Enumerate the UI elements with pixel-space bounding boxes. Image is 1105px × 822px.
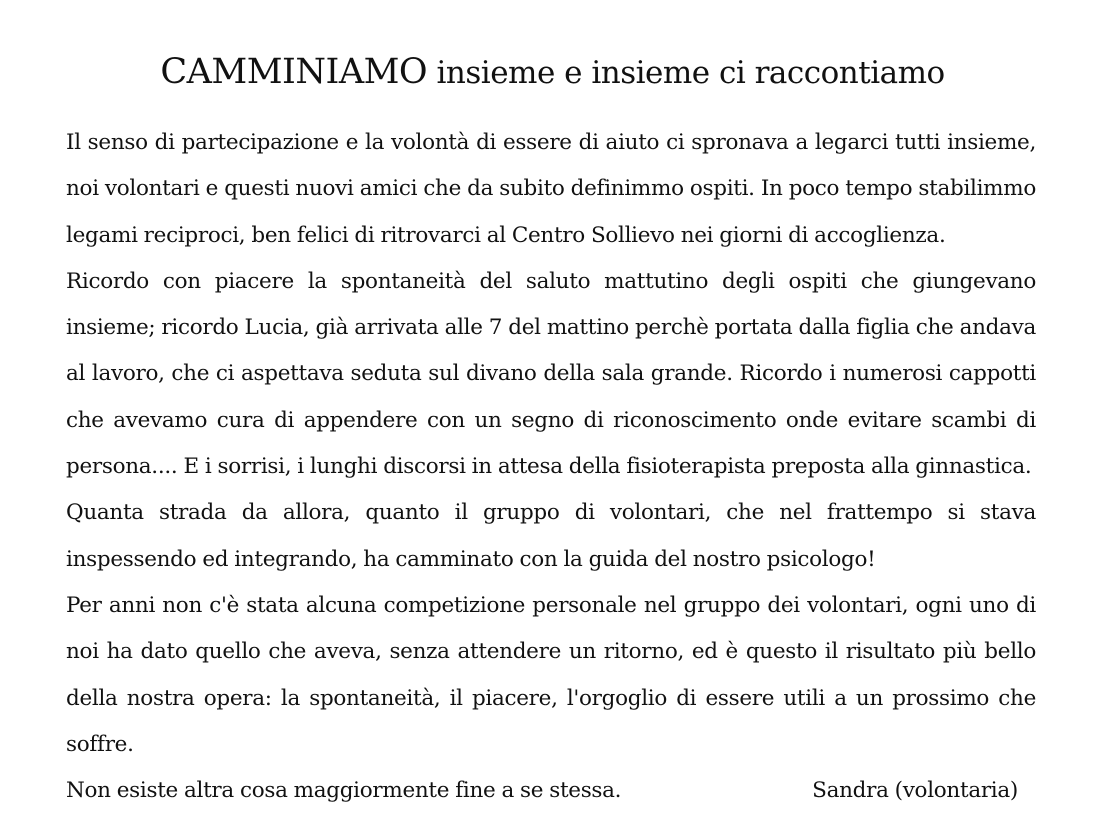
title-rest: insieme e insieme ci raccontiamo — [427, 55, 945, 91]
document-title — [0, 52, 1105, 92]
paragraph: Quanta strada da allora, quanto il gruppo di volontari, che nel frattempo si stava inspessendo ed integrando, ha camminato con la guida del nostro psicologo! — [66, 500, 1036, 572]
closing-row — [66, 768, 1036, 814]
document-body — [66, 120, 1036, 814]
paragraph: Per anni non c'è stata alcuna competizione personale nel gruppo dei volontari, ogni uno di noi ha dato quello che aveva, senza attendere un ritorno, ed è questo il risultato più bello della nostra opera: la spontaneità, il piacere, l'orgoglio di essere utili a un prossimo che soffre. — [66, 592, 1036, 757]
title-caps: CAMMINIAMO — [160, 52, 428, 92]
paragraph: Ricordo con piacere la spontaneità del saluto mattutino degli ospiti che giungevano insieme; ricordo Lucia, già arrivata alle 7 del mattino perchè portata dalla figlia che andava al lavoro, che ci aspettava seduta sul divano della sala grande. Ricordo i numerosi cappotti che avevamo cura di appendere con un segno di riconoscimento onde evitare scambi di persona.... E i sorrisi, i lunghi discorsi in attesa della fisioterapista preposta alla ginnastica. — [66, 268, 1036, 480]
signature: Sandra (volontaria) — [812, 778, 1018, 804]
closing-line: Non esiste altra cosa maggiormente fine a se stessa. — [66, 778, 622, 804]
paragraph: Il senso di partecipazione e la volontà di essere di aiuto ci spronava a legarci tutti insieme, noi volontari e questi nuovi amici che da subito definimmo ospiti. In poco tempo stabilimmo legami reciproci, ben felici di ritrovarci al Centro Sollievo nei giorni di accoglienza. — [66, 130, 1036, 248]
